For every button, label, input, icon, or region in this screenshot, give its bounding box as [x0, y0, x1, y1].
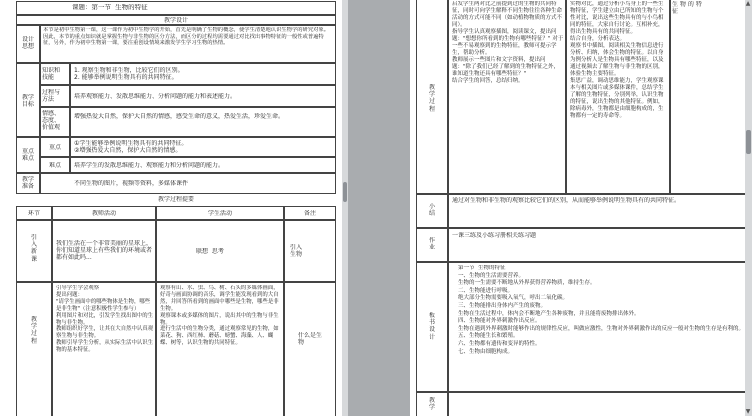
reflect-text-cell	[448, 392, 746, 416]
right-page	[410, 0, 752, 416]
scroll-down-icon[interactable]: ▼	[745, 408, 751, 415]
student-cont: 实物对比，通过分析小鸟身上的一些生物特征，学生建立由已所知的生物与个性对比，说出这些生物具有的与小鸟相同的特征，大家自行讨论。互相补充，得出生物具有的共同特征。 结合自身，分析表达。 观察书中插图，阅读相关生物信息进行分析、归纳，体会生物的特征。以自身为例分析人是生物具有哪些特征，以及通过视频去了解生物与非生物的区别，体验生物主要特征。 集思广益，调动思维能力，学生观察课本与相关图片或多媒体课件，总结学生了解的生物特征，分别列举，认识生物的特征，说出生物的其他特征。例如，除病毒外，生物都是由细胞构成的，生物都有一定的寿命等。	[570, 1, 664, 119]
right-scrollbar[interactable]	[745, 0, 752, 416]
homework-label: 作 业	[428, 237, 435, 252]
key-key-focus: 重点	[48, 144, 61, 151]
left-scrollbar-thumb[interactable]	[343, 182, 347, 202]
section-process-title: 教学过程提要	[157, 196, 194, 203]
reflect-label: 教 学	[428, 397, 435, 412]
goal-label: 教学 目标	[21, 94, 34, 109]
process-label: 教 学 过 程	[428, 84, 435, 113]
goal-val-knowledge: 1. 观察生物和非生物，比较它们的区别。 2. 能够举例说明生物具有的共同特征。	[74, 67, 184, 82]
note-cell	[284, 282, 336, 416]
phase-intro: 引 入 新 课	[30, 234, 37, 263]
phase-cell	[16, 282, 52, 416]
col-student: 学生活动	[207, 210, 232, 217]
phase-process: 教 学 过 程	[30, 316, 37, 345]
summary-text: 通过对生物和非生物的观察比较它们的区别，从而能够举例说明生物具有的共同特征。	[452, 197, 681, 204]
goal-key-emotion: 情感、 态度、 价值观	[42, 110, 61, 132]
note-cell	[670, 0, 746, 194]
prep-text: 不同生物的图片，视频等资料，多媒体课件	[74, 180, 189, 187]
goal-val-emotion: 增强热爱大自然，保护大自然的情感，感受生命的意义，热爱生活，珍爱生命。	[74, 113, 285, 120]
goal-key-knowledge: 知识和 技能	[42, 67, 61, 82]
key-val-focus: ①学生能够举例说明生物具有的共同特征。 ②增强热爱大自然，保护大自然的情感。	[74, 140, 188, 155]
goal-val-method: 培养观察能力、发散思维能力、分析问题的能力和表述能力。	[74, 93, 237, 100]
key-label: 重点 难点	[21, 148, 34, 163]
key-key-difficulty: 难点	[48, 162, 61, 169]
col-phase: 环节	[27, 210, 40, 217]
col-teacher: 教师活动	[91, 210, 116, 217]
board-text: 第一节 生物的特征 一、生物的生活需要营养。 生物的一生需要不断地从外界获得营养物质，维持生存。 二、生物能进行呼吸。 绝大部分生物需要吸入氧气，呼出二氧化碳。 三、生物能排出身体内产生的废物。 生物在生活过程中，体内会不断地产生各种废物，并且能将废物排出体外。 四、生物能对外界刺激作出反应。 生物在遇到外界刺激时能够作出的规律性反应，叫做应激性，生物对外界刺激作出的反应一般对生物的生存是有利的。 五、生物能生长和繁殖。 六、生物都有遗传和变异的特性。 七、生物由细胞构成。	[458, 265, 744, 355]
summary-label: 小 结	[428, 203, 435, 218]
note-cont: 生 物 的 特 征	[672, 1, 702, 16]
right-scrollbar-thumb[interactable]	[746, 130, 751, 154]
teacher-process: 引导学生学会观察 提出问题： "请学生画面中的哪些物体是生物，哪些是非生物"（注意积极性学生参与） 利用图片和对比，引发学生找出图中的生物与非生物。 教师组织好学生，让其在大自然中认真观察生物与非生物。 教师引导学生分析，从实际生活中认识生物的基本特征。	[56, 285, 154, 354]
design-label: 设计 思想	[21, 36, 34, 51]
teacher-cont: 启发学生两对比之前提到过的生物的共同特征，同时可向学生解释不同生物往往各种生命活动的方式可能不同（如动植物物质的方式不同）。 指导学生认真观察插图，阅读课文，提出问题："想想你所看到的生物有哪些特征？" 对于一些不易观察到的生物特征，教师可提示学生，帮助分析。 教师展示一些图片和文字资料，提出问题："除了我们已经了解到的生物特征之外，谁知道生物还具有哪些特征？" 结合学生的回答，总结归纳。	[452, 1, 564, 84]
teacher-intro: 我们生活在一个非常美丽的星球上，你们知道星球上有些我们的环境或者都有如此吗...	[56, 240, 153, 262]
goal-key-method: 过程与 方法	[42, 89, 61, 104]
note-intro: 引入 生物	[290, 244, 303, 259]
prep-label: 教学 准备	[21, 176, 34, 191]
goal-val-cell	[70, 107, 336, 137]
homework-text: 一课三练及小练习册相关练习题	[452, 232, 537, 239]
col-note: 备注	[303, 210, 316, 217]
key-val-difficulty: 培养学生的发散思维能力、观察能力和分析问题的能力。	[74, 162, 225, 169]
design-text: 本节是初中生物第一课，这一课作为初中生物学的开始，首先是明确了生物的概念，使学生清楚地认识生物学的研究对象。因此，本节的重点知识就是掌握生物与非生物的区分方法，而区分的过程均需要通过对比找出事物特征的一般性或普遍特征，另外，作为初中生物第一课，要注重创设情境来激发学生学习生物的热情。	[43, 27, 330, 47]
lesson-title: 课题：第一节 生物的特征	[72, 4, 148, 11]
scroll-up-icon[interactable]: ▲	[745, 0, 751, 7]
section-design-title: 教学设计	[163, 17, 188, 24]
left-page	[0, 0, 342, 416]
board-label: 板 书 设 计	[428, 312, 435, 341]
note-process: 什么是生 物	[298, 332, 323, 347]
left-scrollbar[interactable]	[342, 0, 348, 416]
student-intro: 联想 思考	[196, 248, 224, 255]
student-process: 观察有山、水、虫、鸟、树、石头的多媒体画面，好奇与画面协调的音乐，调学生能发现看到的大自然，并回答所看到的画面中哪些是生物，哪些是非生物。 观察课本或多媒体的图片，说出其中的生物与非生物。 进行生活中的生物分类，通过观察常见的生物，如菜花、狗、西红柿、蘑菇、螃蟹、海藻、人、蝴蝶、树等，认识生物的共同特征。	[160, 285, 279, 347]
